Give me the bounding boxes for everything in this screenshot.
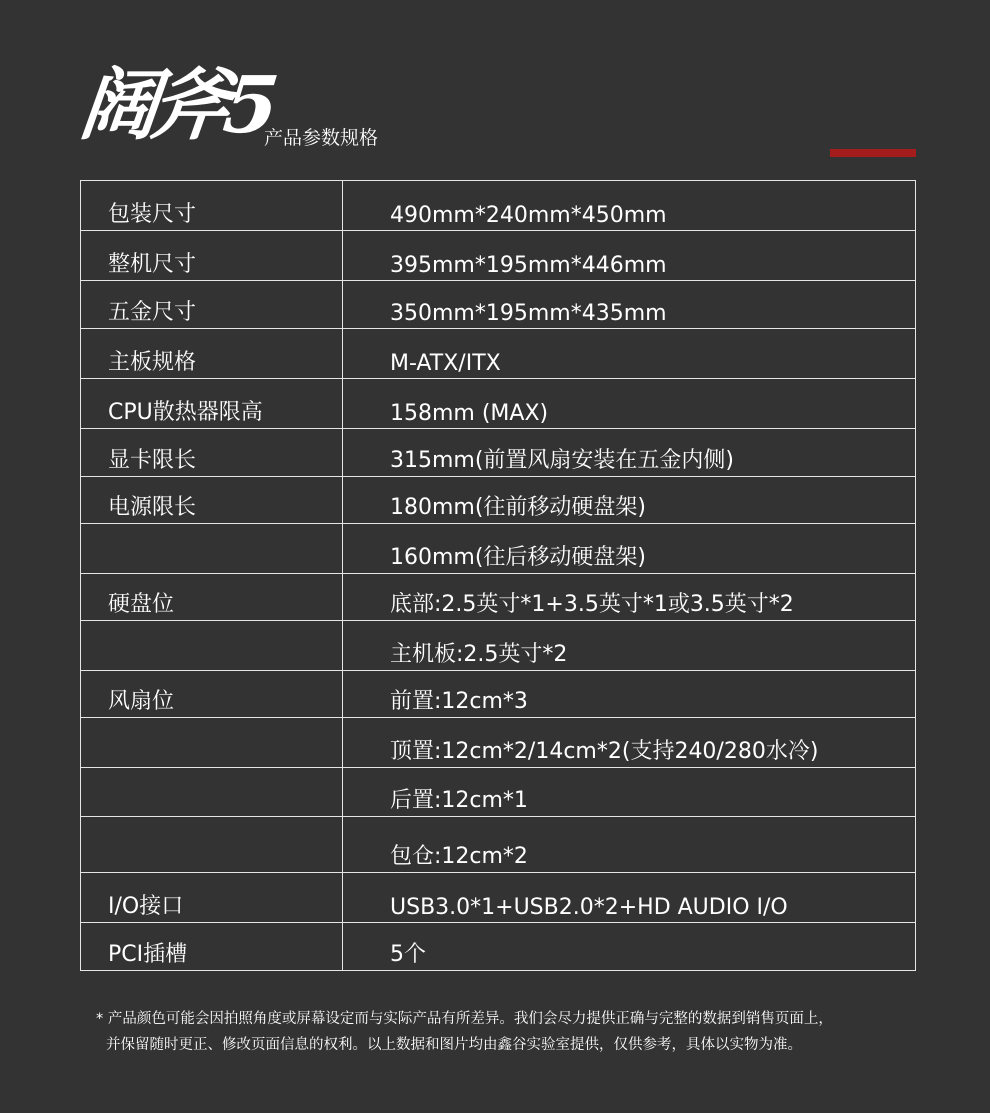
spec-value: 315mm(前置风扇安装在五金内侧) [343, 429, 916, 477]
spec-table [80, 180, 916, 971]
spec-value: 前置:12cm*3 [343, 671, 916, 718]
spec-label [81, 524, 343, 574]
spec-row [81, 181, 916, 231]
disclaimer-line-2: 并保留随时更正、修改页面信息的权利。以上数据和图片均由鑫谷实验室提供，仅供参考，具体以实物为准。 [106, 1037, 802, 1053]
spec-label: CPU散热器限高 [81, 379, 343, 429]
spec-value: 158mm (MAX) [343, 379, 916, 429]
spec-label [81, 718, 343, 768]
spec-label: PCI插槽 [81, 923, 343, 971]
spec-row [81, 379, 916, 429]
spec-row [81, 329, 916, 379]
disclaimer-note [96, 1006, 926, 1058]
spec-value: 160mm(往后移动硬盘架) [343, 524, 916, 574]
spec-row [81, 873, 916, 923]
spec-row [81, 621, 916, 671]
spec-value: 主机板:2.5英寸*2 [343, 621, 916, 671]
spec-value: 490mm*240mm*450mm [343, 181, 916, 231]
spec-row [81, 718, 916, 768]
spec-label [81, 621, 343, 671]
spec-row [81, 768, 916, 817]
spec-row [81, 231, 916, 281]
spec-value: USB3.0*1+USB2.0*2+HD AUDIO I/O [343, 873, 916, 923]
spec-label: 包装尺寸 [81, 181, 343, 231]
spec-label: 显卡限长 [81, 429, 343, 477]
spec-label: 风扇位 [81, 671, 343, 718]
spec-row [81, 671, 916, 718]
spec-value: 5个 [343, 923, 916, 971]
spec-value: 底部:2.5英寸*1+3.5英寸*1或3.5英寸*2 [343, 574, 916, 621]
spec-row [81, 574, 916, 621]
spec-row [81, 817, 916, 873]
accent-bar [830, 149, 916, 157]
spec-value: 后置:12cm*1 [343, 768, 916, 817]
spec-label: 电源限长 [81, 477, 343, 524]
header [75, 58, 916, 158]
spec-label: 主板规格 [81, 329, 343, 379]
spec-row [81, 923, 916, 971]
spec-label: 硬盘位 [81, 574, 343, 621]
spec-label [81, 768, 343, 817]
spec-row [81, 477, 916, 524]
product-logo: 阔斧5 [75, 60, 278, 151]
spec-label: I/O接口 [81, 873, 343, 923]
spec-label: 整机尺寸 [81, 231, 343, 281]
spec-value: 350mm*195mm*435mm [343, 281, 916, 329]
page-subtitle: 产品参数规格 [264, 127, 379, 149]
spec-row [81, 524, 916, 574]
spec-value: 395mm*195mm*446mm [343, 231, 916, 281]
spec-label [81, 817, 343, 873]
spec-row [81, 281, 916, 329]
spec-label: 五金尺寸 [81, 281, 343, 329]
spec-row [81, 429, 916, 477]
spec-value: 顶置:12cm*2/14cm*2(支持240/280水冷) [343, 718, 916, 768]
spec-value: 包仓:12cm*2 [343, 817, 916, 873]
disclaimer-line-1: * 产品颜色可能会因拍照角度或屏幕设定而与实际产品有所差异。我们会尽力提供正确与完整的数据到销售页面上， [96, 1011, 833, 1027]
spec-value: M-ATX/ITX [343, 329, 916, 379]
spec-value: 180mm(往前移动硬盘架) [343, 477, 916, 524]
